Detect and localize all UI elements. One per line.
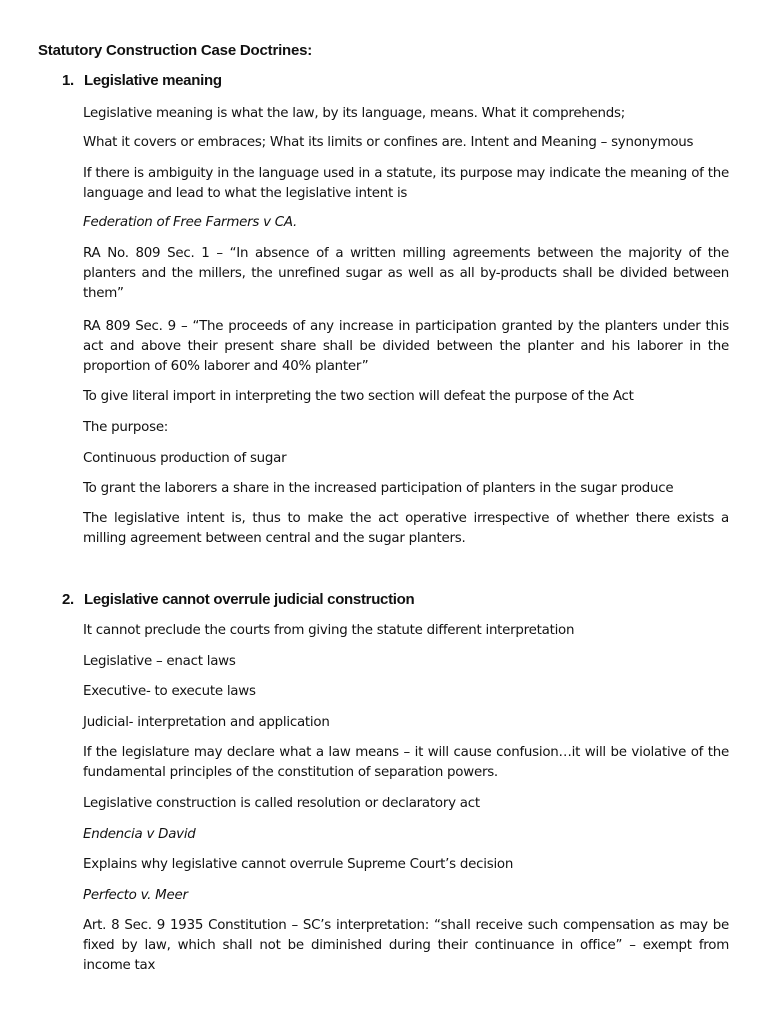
paragraph: To give literal import in interpreting the two section will defeat the purpose of the Act (83, 389, 634, 404)
paragraph: RA 809 Sec. 9 – “The proceeds of any increase in participation granted by the planters under this act and above their present share shall be divided between the planter and his laborer in the proportion of 60% laborer and 40% planter” (83, 319, 729, 374)
paragraph: Legislative construction is called resolution or declaratory act (83, 796, 480, 811)
paragraph: The purpose: (83, 420, 169, 435)
section-2-number: 2. (62, 591, 74, 608)
section-2-heading (62, 591, 414, 608)
paragraph: RA No. 809 Sec. 1 – “In absence of a written milling agreements between the majority of the planters and the millers, the unrefined sugar as well as all by-products shall be divided between them” (83, 246, 729, 301)
case-citation: Federation of Free Farmers v CA. (83, 215, 298, 230)
paragraph: What it covers or embraces; What its limits or confines are. Intent and Meaning – synonymous (83, 135, 694, 150)
paragraph: Explains why legislative cannot overrule Supreme Court’s decision (83, 857, 514, 872)
paragraph: The legislative intent is, thus to make the act operative irrespective of whether there exists a milling agreement between central and the sugar planters. (83, 511, 729, 546)
case-citation: Perfecto v. Meer (83, 888, 188, 903)
section-1-heading (62, 72, 222, 89)
section-1-title: Legislative meaning (84, 72, 222, 89)
paragraph: Legislative meaning is what the law, by its language, means. What it comprehends; (83, 106, 626, 121)
case-citation: Endencia v David (83, 827, 196, 842)
paragraph: Continuous production of sugar (83, 451, 287, 466)
paragraph: Judicial- interpretation and application (83, 715, 330, 730)
paragraph: Executive- to execute laws (83, 684, 256, 699)
section-2-title: Legislative cannot overrule judicial construction (84, 591, 415, 608)
paragraph: To grant the laborers a share in the increased participation of planters in the sugar produce (83, 481, 674, 496)
document-title: Statutory Construction Case Doctrines: (38, 42, 313, 59)
section-1-number: 1. (62, 72, 74, 89)
paragraph: Art. 8 Sec. 9 1935 Constitution – SC’s interpretation: “shall receive such compensation as may be fixed by law, which shall not be diminished during their continuance in office” – exempt from income tax (83, 918, 729, 973)
paragraph: If there is ambiguity in the language used in a statute, its purpose may indicate the meaning of the language and lead to what the legislative intent is (83, 166, 729, 201)
paragraph: It cannot preclude the courts from giving the statute different interpretation (83, 623, 575, 638)
paragraph: Legislative – enact laws (83, 654, 236, 669)
paragraph: If the legislature may declare what a law means – it will cause confusion…it will be violative of the fundamental principles of the constitution of separation powers. (83, 745, 729, 780)
